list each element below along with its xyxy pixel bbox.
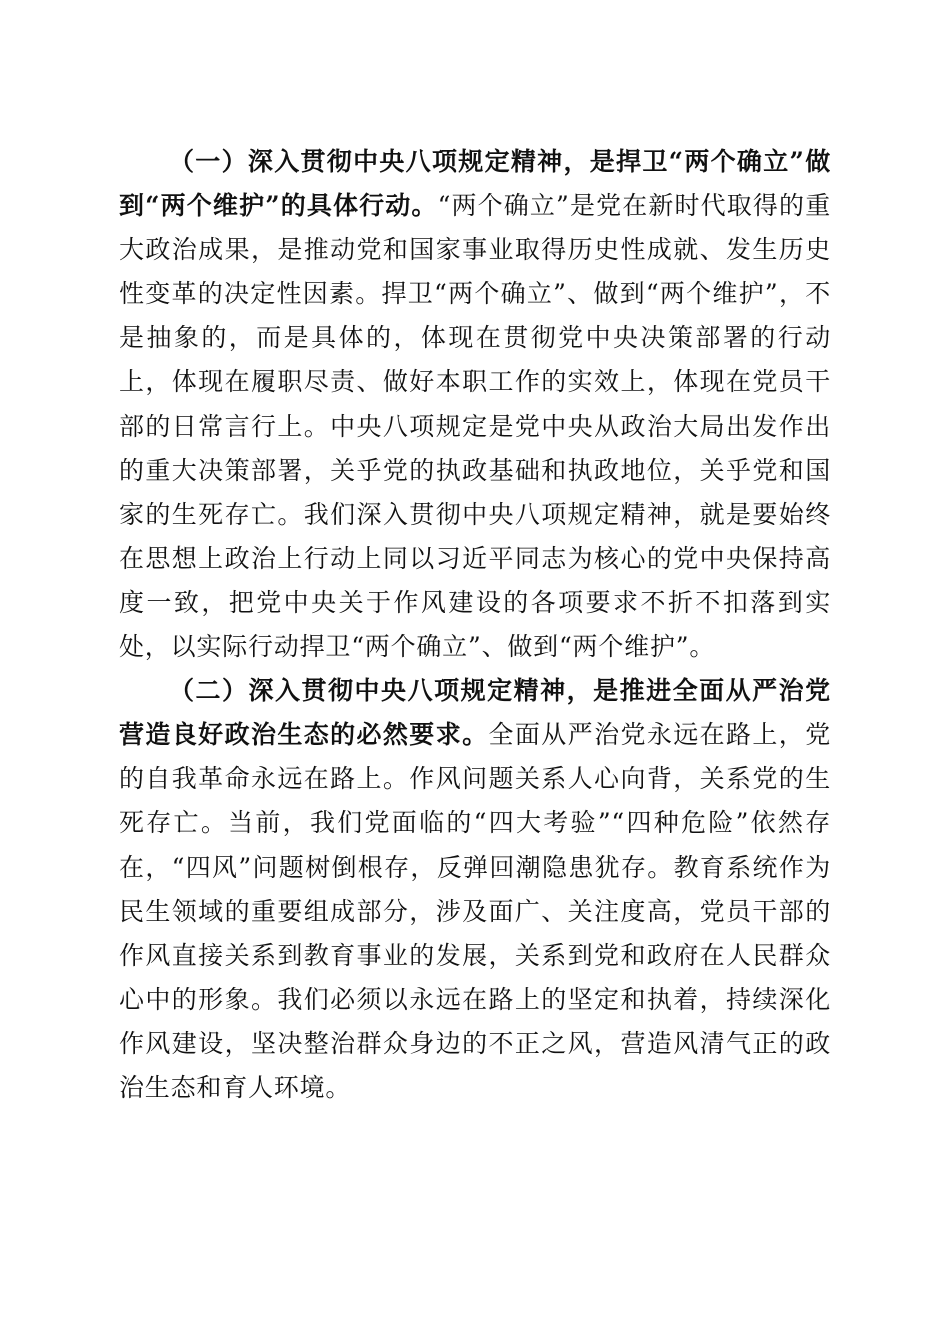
paragraph-1 <box>119 140 831 669</box>
paragraph-1-text: “两个确立”是党在新时代取得的重大政治成果，是推动党和国家事业取得历史性成就、发生历史性变革的决定性因素。捍卫“两个确立”、做到“两个维护”，不是抽象的，而是具体的，体现在贯彻党中央决策部署的行动上，体现在履职尽责、做好本职工作的实效上，体现在党员干部的日常言行上。中央八项规定是党中央从政治大局出发作出的重大决策部署，关乎党的执政基础和执政地位，关乎党和国家的生死存亡。我们深入贯彻中央八项规定精神，就是要始终在思想上政治上行动上同以习近平同志为核心的党中央保持高度一致，把党中央关于作风建设的各项要求不折不扣落到实处，以实际行动捍卫“两个确立”、做到“两个维护”。 <box>119 191 831 662</box>
paragraph-2-heading: （二）深入贯彻中央八项规定精神，是推进全面从严治党营造良好政治生态的必然要求。 <box>119 676 831 750</box>
paragraph-2-text: 全面从严治党永远在路上，党的自我革命永远在路上。作风问题关系人心向背，关系党的生死存亡。当前，我们党面临的“四大考验”“四种危险”依然存在，“四风”问题树倒根存，反弹回潮隐患犹存。教育系统作为民生领域的重要组成部分，涉及面广、关注度高，党员干部的作风直接关系到教育事业的发展，关系到党和政府在人民群众心中的形象。我们必须以永远在路上的坚定和执着，持续深化作风建设，坚决整治群众身边的不正之风，营造风清气正的政治生态和育人环境。 <box>119 720 832 1102</box>
document-body <box>119 140 831 1110</box>
paragraph-2 <box>119 669 831 1110</box>
paragraph-1-heading: （一）深入贯彻中央八项规定精神，是捍卫“两个确立”做到“两个维护”的具体行动。 <box>119 147 831 221</box>
